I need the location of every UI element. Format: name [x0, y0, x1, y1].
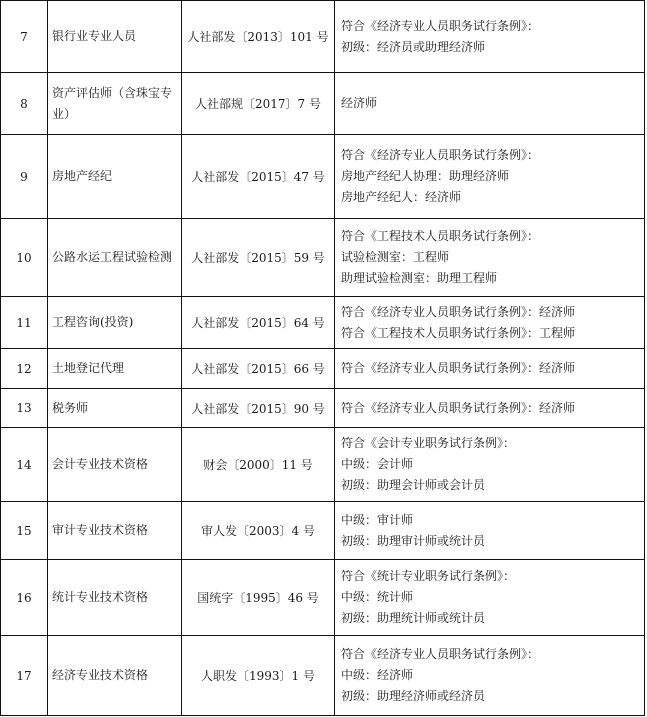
requirement-line: 中级：会计师 — [341, 457, 414, 471]
row-number: 10 — [1, 219, 48, 297]
table-row — [1, 1, 645, 73]
table-row — [1, 297, 645, 349]
requirements-cell — [335, 389, 645, 428]
requirement-line: 符合《经济专业人员职务试行条例》： — [341, 18, 540, 33]
row-number: 8 — [1, 73, 48, 135]
requirements-cell — [335, 1, 645, 73]
requirement-line: 初级：助理会计师或会计员 — [341, 478, 486, 492]
document-number: 人职发〔1993〕1 号 — [182, 636, 335, 716]
requirement-line: 初级：助理审计师或统计员 — [341, 533, 486, 548]
table-row — [1, 389, 645, 428]
requirements-cell — [335, 636, 645, 716]
row-number: 17 — [1, 636, 48, 716]
requirement-line: 经济师 — [341, 96, 378, 110]
requirements-cell — [335, 502, 645, 560]
requirement-line: 中级：统计师 — [341, 590, 414, 604]
requirement-line: 符合《经济专业人员职务试行条例》：经济师 — [341, 304, 576, 319]
qualification-name: 工程咨询(投资) — [48, 297, 182, 349]
table-row — [1, 636, 645, 716]
document-number: 财会〔2000〕11 号 — [182, 428, 335, 502]
document-number: 人社部发〔2013〕101 号 — [182, 1, 335, 73]
requirement-line: 符合《工程技术人员职务试行条例》：工程师 — [341, 325, 576, 340]
requirements-cell — [335, 219, 645, 297]
row-number: 15 — [1, 502, 48, 560]
qualification-name: 会计专业技术资格 — [48, 428, 182, 502]
requirement-line: 符合《经济专业人员职务试行条例》：经济师 — [341, 400, 576, 415]
row-number: 14 — [1, 428, 48, 502]
requirement-line: 房地产经纪人协理：助理经济师 — [341, 169, 510, 183]
document-number: 人社部发〔2015〕66 号 — [182, 349, 335, 389]
requirements-cell — [335, 428, 645, 502]
requirements-cell — [335, 297, 645, 349]
requirement-line: 试验检测室：工程师 — [341, 250, 450, 264]
requirement-line: 符合《经济专业人员职务试行条例》：经济师 — [341, 361, 576, 375]
requirement-line: 助理试验检测室：助理工程师 — [341, 271, 498, 285]
requirement-line: 初级：助理统计师或统计员 — [341, 611, 486, 625]
qualification-name: 统计专业技术资格 — [48, 560, 182, 636]
row-number: 9 — [1, 135, 48, 219]
row-number: 12 — [1, 349, 48, 389]
row-number: 7 — [1, 1, 48, 73]
requirement-line: 符合《统计专业职务试行条例》： — [341, 569, 516, 583]
document-number: 国统字〔1995〕46 号 — [182, 560, 335, 636]
requirements-cell — [335, 349, 645, 389]
qualification-name: 资产评估师（含珠宝专业） — [48, 73, 182, 135]
qualification-name: 公路水运工程试验检测 — [48, 219, 182, 297]
qualification-name: 房地产经纪 — [48, 135, 182, 219]
qualification-name: 银行业专业人员 — [48, 1, 182, 73]
requirement-line: 中级：审计师 — [341, 512, 414, 527]
row-number: 13 — [1, 389, 48, 428]
requirement-line: 符合《会计专业职务试行条例》： — [341, 436, 516, 450]
document-number: 人社部发〔2015〕47 号 — [182, 135, 335, 219]
table-row — [1, 349, 645, 389]
qualification-name: 土地登记代理 — [48, 349, 182, 389]
requirements-cell — [335, 560, 645, 636]
requirement-line: 房地产经纪人：经济师 — [341, 190, 462, 204]
qualification-name: 审计专业技术资格 — [48, 502, 182, 560]
document-number: 人社部发〔2015〕64 号 — [182, 297, 335, 349]
document-number: 人社部发〔2015〕59 号 — [182, 219, 335, 297]
table-row — [1, 560, 645, 636]
qualification-name: 经济专业技术资格 — [48, 636, 182, 716]
table-row — [1, 135, 645, 219]
document-number: 人社部发〔2015〕90 号 — [182, 389, 335, 428]
table-row — [1, 219, 645, 297]
row-number: 11 — [1, 297, 48, 349]
requirement-line: 初级：助理经济师或经济员 — [341, 689, 486, 703]
table-row — [1, 502, 645, 560]
requirement-line: 符合《经济专业人员职务试行条例》： — [341, 148, 540, 162]
qualification-name: 税务师 — [48, 389, 182, 428]
requirements-cell — [335, 135, 645, 219]
table-body — [1, 1, 645, 716]
document-number: 人社部规〔2017〕7 号 — [182, 73, 335, 135]
requirement-line: 中级：经济师 — [341, 668, 414, 682]
requirement-line: 初级：经济员或助理经济师 — [341, 39, 486, 54]
requirement-line: 符合《经济专业人员职务试行条例》： — [341, 647, 540, 661]
document-number: 审人发〔2003〕4 号 — [182, 502, 335, 560]
row-number: 16 — [1, 560, 48, 636]
requirements-cell — [335, 73, 645, 135]
table-row — [1, 428, 645, 502]
table-row — [1, 73, 645, 135]
requirement-line: 符合《工程技术人员职务试行条例》： — [341, 229, 540, 243]
